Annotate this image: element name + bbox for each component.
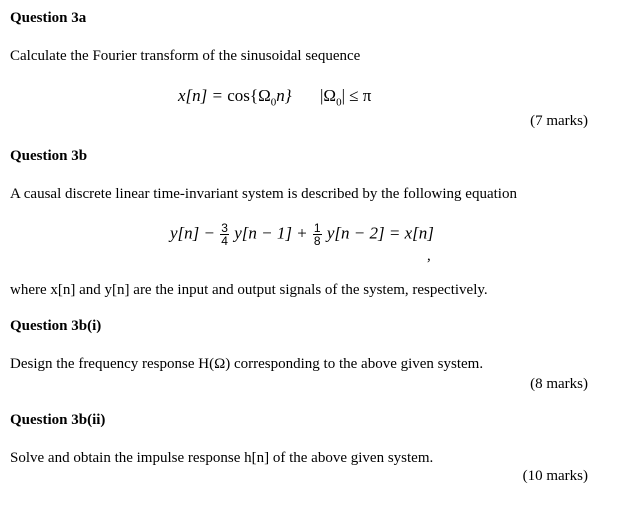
eq-cos: cos{Ω	[227, 86, 271, 105]
eq-cond-sub: 0	[336, 96, 342, 109]
eq-cond-right: | ≤ π	[341, 86, 372, 105]
question-3a-heading: Question 3a	[10, 10, 87, 26]
question-3b-equation	[170, 222, 434, 247]
question-3bi-text: Design the frequency response H(Ω) corresponding to the above given system.	[10, 356, 484, 372]
eq3b-part2: y[n − 1] +	[234, 223, 312, 243]
eq-sub: 0	[270, 96, 277, 109]
eq-lhs: x[n] =	[178, 86, 228, 105]
question-3a-equation	[178, 86, 371, 108]
eq3b-part1: y[n] −	[170, 223, 220, 243]
eq3b-frac2-num: 1	[313, 221, 321, 235]
eq-rest: n}	[276, 86, 292, 105]
eq3b-frac2	[313, 222, 322, 247]
eq-cond-left: |Ω	[320, 86, 337, 105]
question-3a-marks: (7 marks)	[530, 113, 588, 129]
question-3bii-marks: (10 marks)	[522, 468, 588, 484]
question-3a-text: Calculate the Fourier transform of the sinusoidal sequence	[10, 48, 361, 64]
eq3b-frac1-den: 4	[221, 234, 228, 248]
question-3bii-heading: Question 3b(ii)	[10, 412, 106, 428]
eq3b-part3: y[n − 2] = x[n]	[326, 223, 434, 243]
question-3bii-text: Solve and obtain the impulse response h[n] of the above given system.	[10, 450, 434, 466]
question-3b-eq-comma: ,	[427, 248, 431, 264]
eq3b-frac1	[220, 222, 229, 247]
question-3bi-heading: Question 3b(i)	[10, 318, 102, 334]
question-3bi-marks: (8 marks)	[530, 376, 588, 392]
eq3b-frac1-num: 3	[221, 221, 228, 235]
question-3b-where-text: where x[n] and y[n] are the input and output signals of the system, respectively.	[10, 282, 488, 298]
eq3b-frac2-den: 8	[313, 234, 321, 248]
question-3b-heading: Question 3b	[10, 148, 88, 164]
question-3b-text: A causal discrete linear time-invariant system is described by the following equation	[10, 186, 517, 202]
